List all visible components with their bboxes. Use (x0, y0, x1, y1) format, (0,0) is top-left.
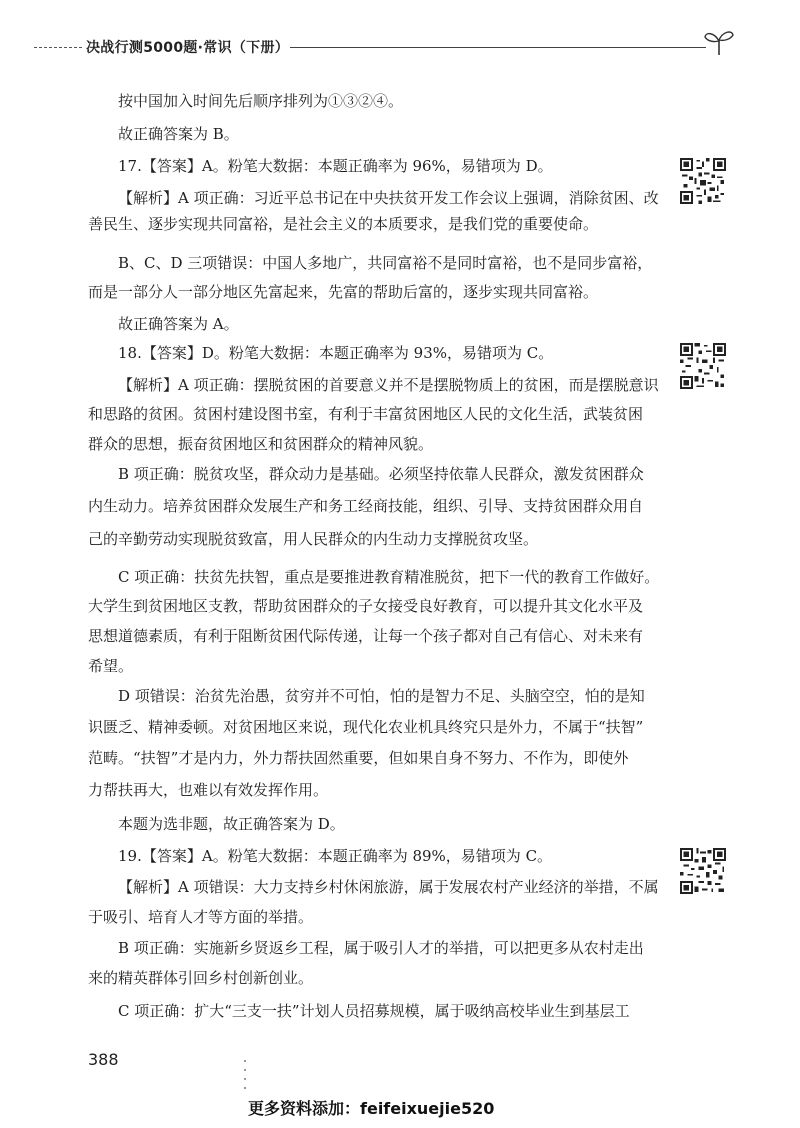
text-line: 大学生到贫困地区支教，帮助贫困群众的子女接受良好教育，可以提升其文化水平及 (88, 597, 644, 615)
text-line: 来的精英群体引回乡村创新创业。 (88, 969, 314, 987)
page-number: 388 (88, 1050, 119, 1069)
text-line: 己的辛勤劳动实现脱贫致富，用人民群众的内生动力支撑脱贫攻坚。 (88, 530, 539, 548)
text-line: 力帮扶再大，也难以有效发挥作用。 (88, 781, 329, 799)
text-line: 【解析】A 项正确：习近平总书记在中央扶贫开发工作会议上强调，消除贫困、改 (118, 189, 659, 207)
text-line: 17.【答案】A。粉笔大数据：本题正确率为 96%，易错项为 D。 (118, 157, 553, 175)
text-line: 故正确答案为 A。 (118, 315, 239, 333)
book-title: 决战行测5000题·常识（下册） (86, 40, 290, 56)
text-line: B 项正确：脱贫攻坚，群众动力是基础。必须坚持依靠人民群众，激发贫困群众 (118, 465, 644, 483)
text-line: 19.【答案】A。粉笔大数据：本题正确率为 89%，易错项为 C。 (118, 847, 553, 865)
text-line: 善民生、逐步实现共同富裕，是社会主义的本质要求，是我们党的重要使命。 (88, 215, 599, 233)
text-line: 内生动力。培养贫困群众发展生产和务工经商技能，组织、引导、支持贫困群众用自 (88, 497, 644, 515)
header-dashes (34, 47, 82, 48)
text-line: 18.【答案】D。粉笔大数据：本题正确率为 93%，易错项为 C。 (118, 344, 554, 362)
text-line: 范畴。“扶智”才是内力，外力帮扶固然重要，但如果自身不努力、不作为，即使外 (88, 749, 629, 767)
qr-code-icon[interactable] (680, 848, 726, 894)
text-line: D 项错误：治贫先治愚，贫穷并不可怕，怕的是智力不足、头脑空空，怕的是知 (118, 687, 645, 705)
text-line: 思想道德素质，有利于阻断贫困代际传递，让每一个孩子都对自己有信心、对未来有 (88, 627, 644, 645)
text-line: 【解析】A 项正确：摆脱贫困的首要意义并不是摆脱物质上的贫困，而是摆脱意识 (118, 376, 659, 394)
text-line: C 项正确：扶贫先扶智，重点是要推进教育精准脱贫，把下一代的教育工作做好。 (118, 568, 660, 586)
qr-code-icon[interactable] (680, 343, 726, 389)
qr-code-icon[interactable] (680, 158, 726, 204)
text-line: 本题为选非题，故正确答案为 D。 (118, 815, 345, 833)
text-line: 故正确答案为 B。 (118, 125, 239, 143)
text-line: 于吸引、培育人才等方面的举措。 (88, 908, 314, 926)
header-rule (290, 47, 706, 48)
text-line: 【解析】A 项错误：大力支持乡村休闲旅游，属于发展农村产业经济的举措，不属 (118, 878, 659, 896)
page-header (0, 34, 800, 64)
text-line: 识匮乏、精神委顿。对贫困地区来说，现代化农业机具终究只是外力，不属于“扶智” (88, 718, 644, 736)
text-line: 群众的思想，振奋贫困地区和贫困群众的精神风貌。 (88, 435, 434, 453)
text-line: 希望。 (88, 657, 134, 675)
text-line: 而是一部分人一部分地区先富起来，先富的帮助后富的，逐步实现共同富裕。 (88, 283, 599, 301)
text-line: 和思路的贫困。贫困村建设图书室，有利于丰富贫困地区人民的文化生活，武装贫困 (88, 405, 644, 423)
text-line: B、C、D 三项错误：中国人多地广，共同富裕不是同时富裕，也不是同步富裕， (118, 254, 653, 272)
text-line: B 项正确：实施新乡贤返乡工程，属于吸引人才的举措，可以把更多从农村走出 (118, 939, 644, 957)
text-line: C 项正确：扩大“三支一扶”计划人员招募规模，属于吸纳高校毕业生到基层工 (118, 1002, 630, 1020)
footer-contact: 更多资料添加：feifeixuejie520 (248, 1099, 495, 1118)
sprout-icon (702, 28, 736, 56)
text-line: 按中国加入时间先后顺序排列为①③②④。 (118, 92, 404, 110)
footer-dots (243, 1058, 247, 1092)
